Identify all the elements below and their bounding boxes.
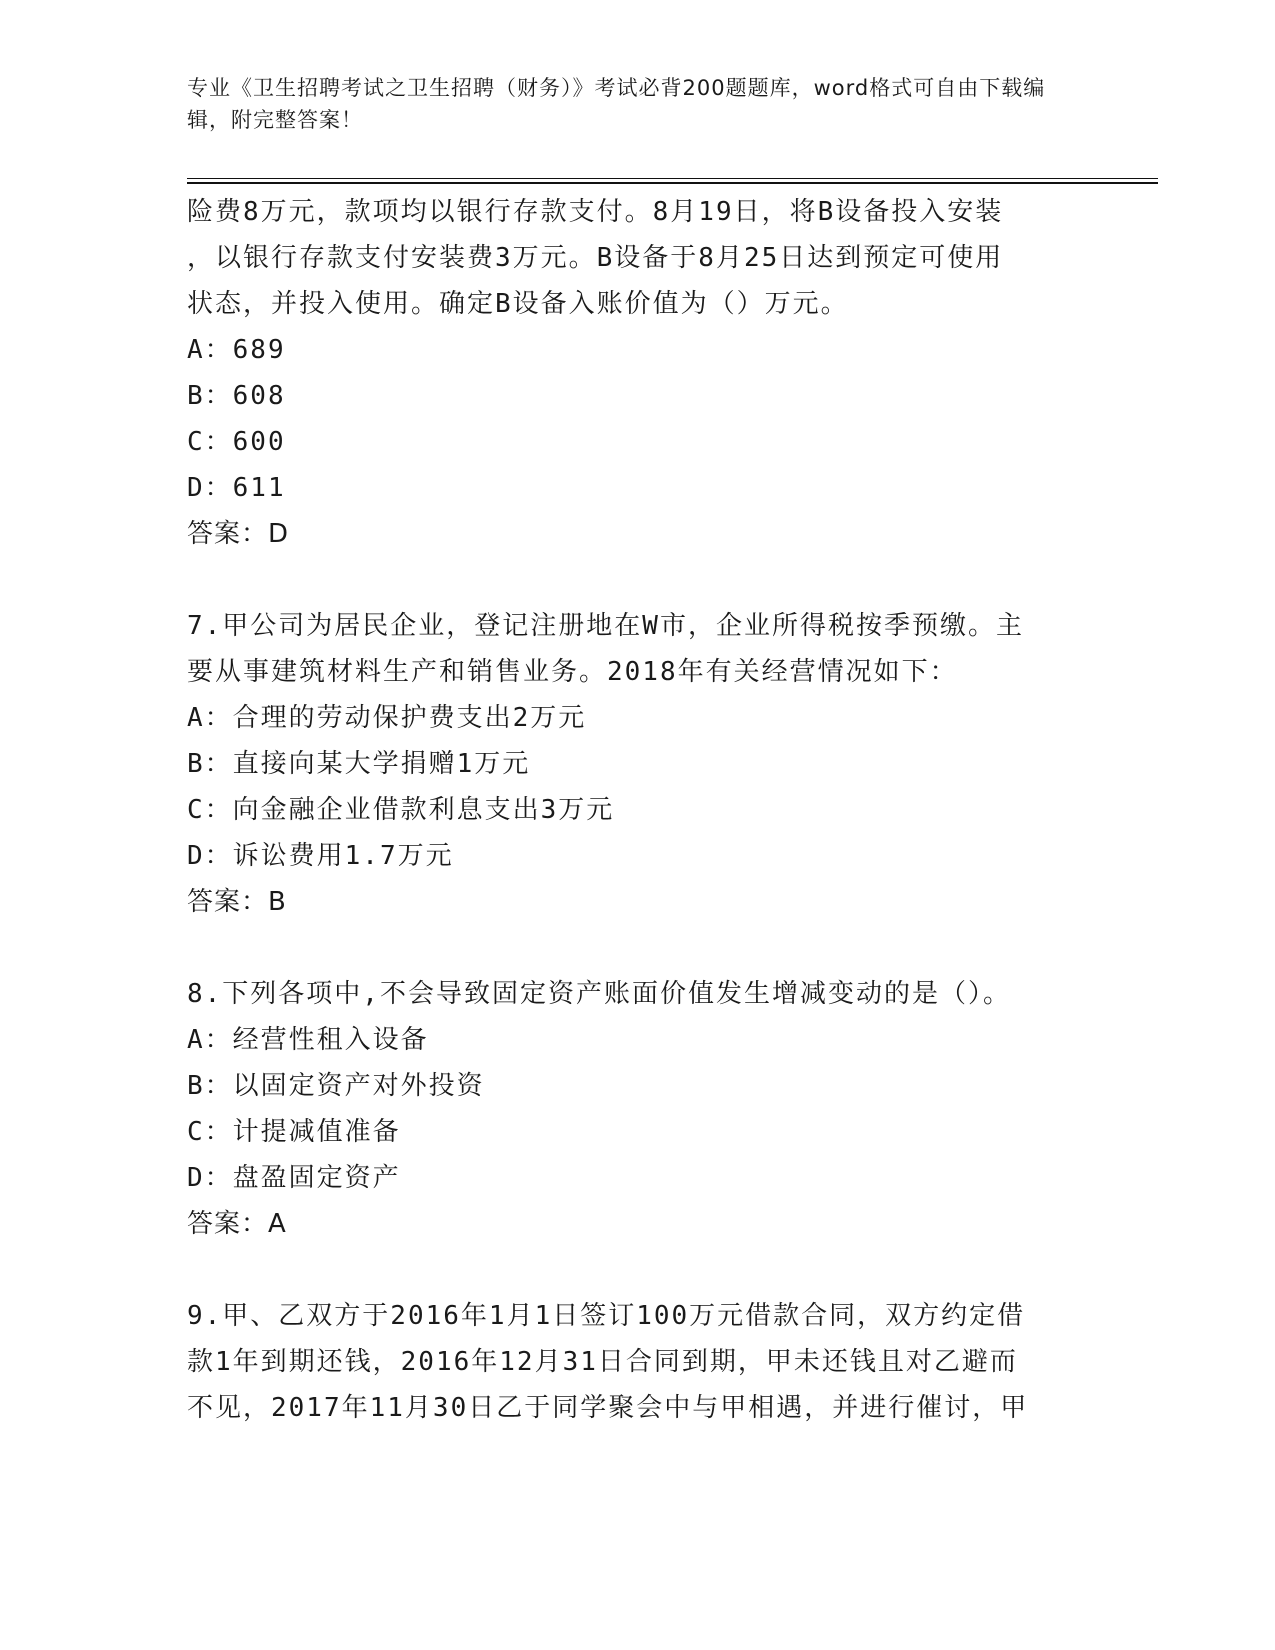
question-block <box>187 603 1087 925</box>
document-body <box>187 189 1087 1431</box>
answer-line: 答案：A <box>187 1209 287 1239</box>
option-b: B：直接向某大学捐赠1万元 <box>187 749 531 779</box>
question-stem-line: 险费8万元，款项均以银行存款支付。8月19日，将B设备投入安装 <box>187 197 1004 227</box>
question-stem-line: 7.甲公司为居民企业，登记注册地在W市，企业所得税按季预缴。主 <box>187 611 1024 641</box>
question-stem-line: 状态，并投入使用。确定B设备入账价值为（）万元。 <box>187 289 849 319</box>
option-d: D：诉讼费用1.7万元 <box>187 841 454 871</box>
question-block <box>187 971 1087 1247</box>
question-block <box>187 1293 1087 1431</box>
option-d: D：盘盈固定资产 <box>187 1163 401 1193</box>
option-a: A：经营性租入设备 <box>187 1025 429 1055</box>
document-header <box>187 72 1067 136</box>
question-stem-line: 款1年到期还钱，2016年12月31日合同到期，甲未还钱且对乙避而 <box>187 1347 1018 1377</box>
answer-line: 答案：D <box>187 519 290 549</box>
question-block <box>187 189 1087 557</box>
option-c: C：600 <box>187 427 286 457</box>
option-d: D：611 <box>187 473 286 503</box>
header-divider-thick <box>187 182 1158 184</box>
question-stem-line: 要从事建筑材料生产和销售业务。2018年有关经营情况如下： <box>187 657 958 687</box>
question-stem-line: 9.甲、乙双方于2016年1月1日签订100万元借款合同，双方约定借 <box>187 1301 1026 1331</box>
header-title: 专业《卫生招聘考试之卫生招聘（财务）》考试必背200题题库，word格式可自由下载编辑，附完整答案！ <box>187 76 1046 132</box>
option-b: B：608 <box>187 381 286 411</box>
question-stem-line: 8.下列各项中,不会导致固定资产账面价值发生增减变动的是（）。 <box>187 979 1011 1009</box>
question-stem-line: ，以银行存款支付安装费3万元。B设备于8月25日达到预定可使用 <box>187 243 1004 273</box>
option-c: C：计提减值准备 <box>187 1117 401 1147</box>
option-c: C：向金融企业借款利息支出3万元 <box>187 795 615 825</box>
question-stem-line: 不见，2017年11月30日乙于同学聚会中与甲相遇，并进行催讨，甲 <box>187 1393 1029 1423</box>
option-a: A：689 <box>187 335 286 365</box>
header-divider-thin <box>187 178 1158 179</box>
option-a: A：合理的劳动保护费支出2万元 <box>187 703 587 733</box>
option-b: B：以固定资产对外投资 <box>187 1071 485 1101</box>
answer-line: 答案：B <box>187 887 287 917</box>
